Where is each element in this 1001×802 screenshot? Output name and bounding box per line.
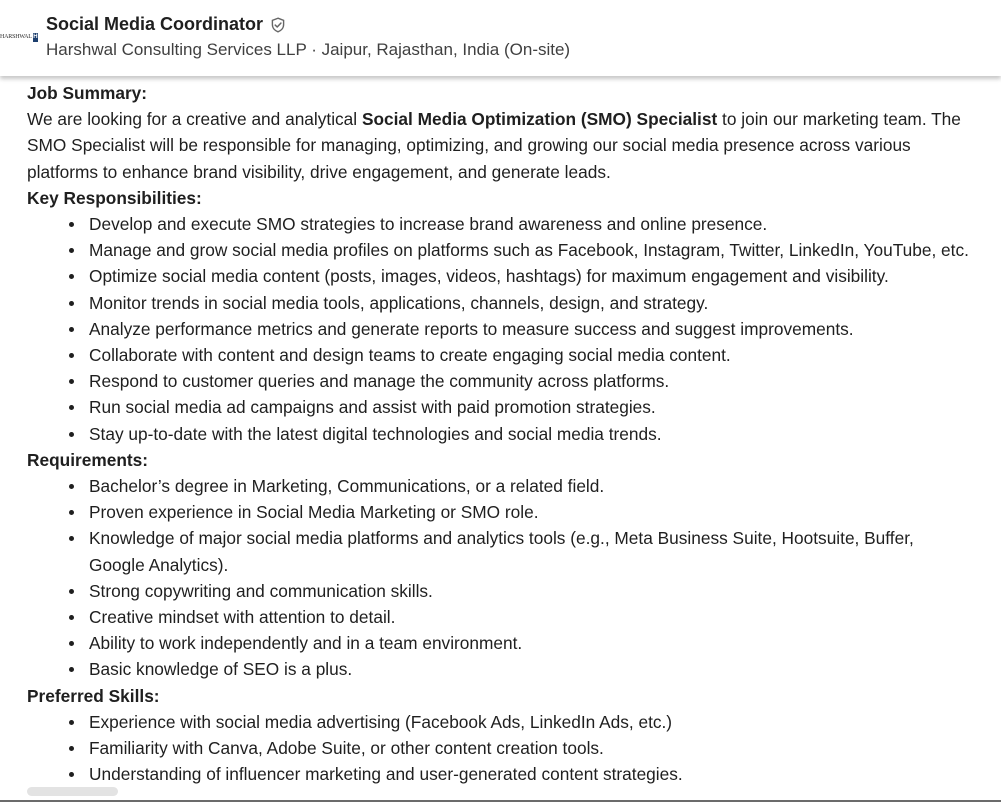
company-logo[interactable] xyxy=(0,30,38,44)
list-item: Analyze performance metrics and generate reports to measure success and suggest improvements. xyxy=(89,316,987,342)
summary-role: Social Media Optimization (SMO) Specialist xyxy=(361,109,718,130)
list-item: Understanding of influencer marketing and user-generated content strategies. xyxy=(89,761,987,787)
list-item: Run social media ad campaigns and assist with paid promotion strategies. xyxy=(89,394,987,420)
job-title-row xyxy=(46,14,286,35)
summary-rest: to join our marketing team. The SMO Specialist will be responsible for managing, optimizing, and growing our social media presence across various platforms to enhance brand visibility, drive engagement, and generate leads. xyxy=(27,109,961,182)
list-item: Creative mindset with attention to detail. xyxy=(89,604,987,630)
list-item: Knowledge of major social media platforms and analytics tools (e.g., Meta Business Suite, Hootsuite, Buffer, Google Analytics). xyxy=(89,525,929,577)
list-item: Experience with social media advertising (Facebook Ads, LinkedIn Ads, etc.) xyxy=(89,709,987,735)
list-item: Optimize social media content (posts, images, videos, hashtags) for maximum engagement and visibility. xyxy=(89,263,987,289)
list-item: Ability to work independently and in a team environment. xyxy=(89,630,987,656)
summary-heading: Job Summary: xyxy=(27,83,148,103)
list-item: Monitor trends in social media tools, applications, channels, design, and strategy. xyxy=(89,290,987,316)
list-item: Manage and grow social media profiles on platforms such as Facebook, Instagram, Twitter, LinkedIn, YouTube, etc. xyxy=(89,237,987,263)
responsibilities-heading: Key Responsibilities: xyxy=(27,187,202,208)
job-header xyxy=(0,0,1001,76)
company-logo-mark: H xyxy=(33,33,38,40)
list-item: Proven experience in Social Media Marketing or SMO role. xyxy=(89,499,987,525)
horizontal-scrollbar[interactable] xyxy=(27,787,118,796)
preferred-heading: Preferred Skills: xyxy=(27,685,160,706)
company-location: Harshwal Consulting Services LLP · Jaipur, Rajasthan, India (On-site) xyxy=(46,40,571,59)
requirements-list xyxy=(27,473,987,683)
job-title[interactable]: Social Media Coordinator xyxy=(46,14,264,34)
verified-shield-icon xyxy=(270,17,286,33)
list-item: Stay up-to-date with the latest digital technologies and social media trends. xyxy=(89,421,987,447)
list-item: Collaborate with content and design teams to create engaging social media content. xyxy=(89,342,987,368)
preferred-list xyxy=(27,709,987,788)
job-description xyxy=(27,80,987,787)
list-item: Basic knowledge of SEO is a plus. xyxy=(89,656,987,682)
list-item: Strong copywriting and communication skills. xyxy=(89,578,987,604)
list-item: Develop and execute SMO strategies to increase brand awareness and online presence. xyxy=(89,211,987,237)
summary-paragraph xyxy=(27,106,967,185)
list-item: Bachelor’s degree in Marketing, Communications, or a related field. xyxy=(89,473,987,499)
requirements-heading: Requirements: xyxy=(27,449,148,470)
responsibilities-list xyxy=(27,211,987,447)
company-logo-text: HARSHWAL xyxy=(0,34,32,40)
summary-intro: We are looking for a creative and analytical xyxy=(27,109,362,130)
list-item: Respond to customer queries and manage the community across platforms. xyxy=(89,368,987,394)
list-item: Familiarity with Canva, Adobe Suite, or other content creation tools. xyxy=(89,735,987,761)
